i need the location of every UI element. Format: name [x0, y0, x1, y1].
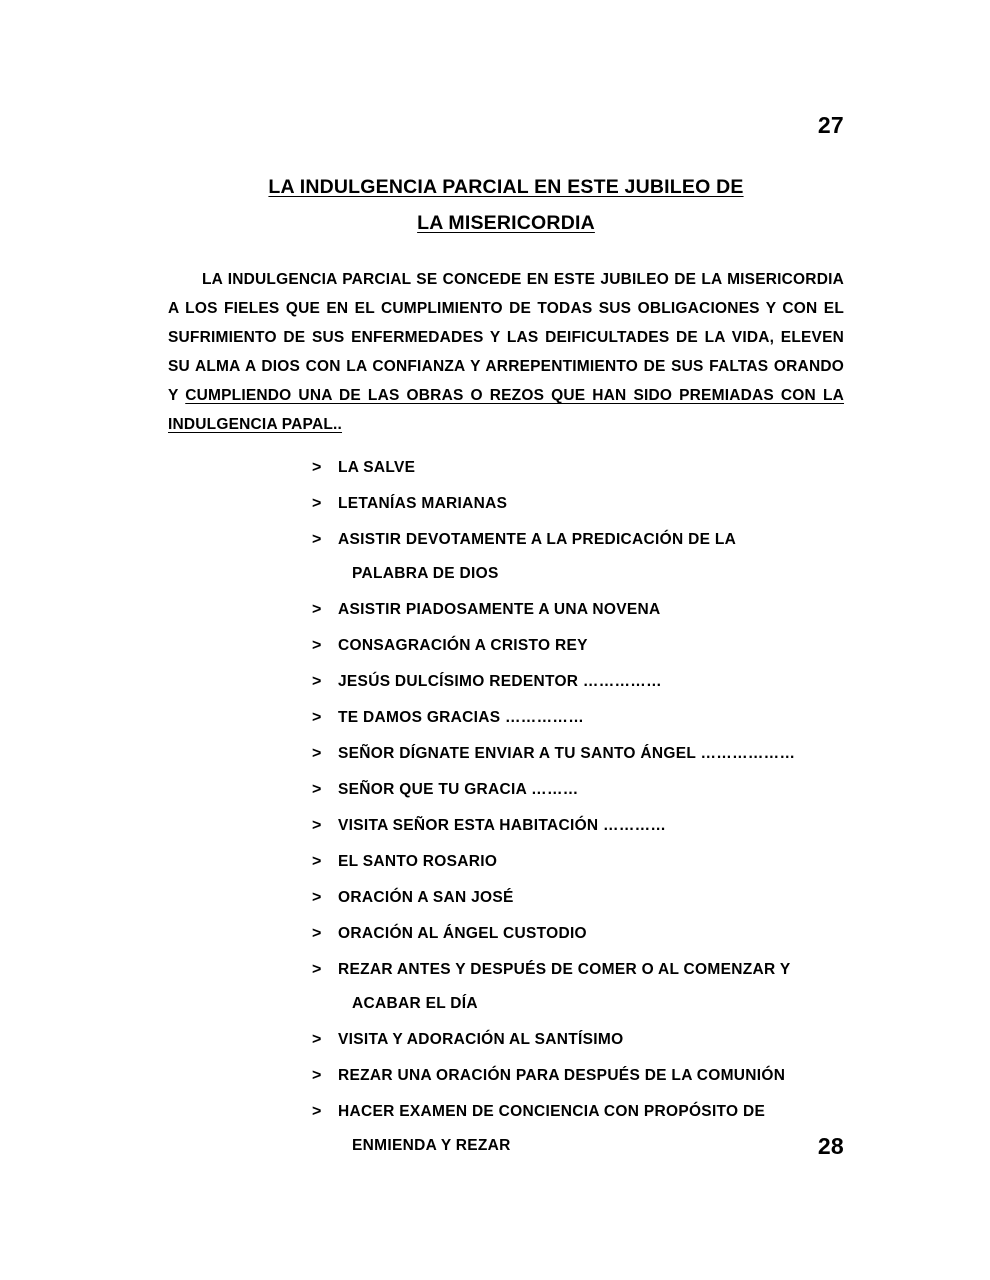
- list-marker-icon: >: [312, 673, 322, 690]
- list-item: [168, 779, 844, 801]
- list-item: [168, 635, 844, 657]
- list-marker-icon: >: [312, 601, 322, 618]
- list-item-text: SEÑOR DÍGNATE ENVIAR A TU SANTO ÁNGEL ………………: [338, 745, 796, 762]
- list-item: [168, 743, 844, 765]
- intro-paragraph: [168, 265, 844, 439]
- list-item-text: EL SANTO ROSARIO: [338, 853, 498, 870]
- list-item-text: [338, 1101, 844, 1157]
- page-title-line-1: LA INDULGENCIA PARCIAL EN ESTE JUBILEO DE: [268, 176, 744, 198]
- paragraph-text-part1: LA INDULGENCIA PARCIAL SE CONCEDE EN ESTE JUBILEO DE LA MISERICORDIA A LOS FIELES QUE EN EL CUMPLIMIENTO DE TODAS SUS OBLIGACIONES Y CON EL SUFRIMIENTO DE SUS ENFERMEDADES Y LAS DEIFICULTADES DE LA VIDA, ELEVEN SU ALMA A DIOS CON LA CONFIANZA Y ARREPENTIMIENTO DE SUS FALTAS ORANDO Y: [168, 271, 844, 404]
- list-item: [168, 887, 844, 909]
- list-marker-icon: >: [312, 1067, 322, 1084]
- list-item: [168, 851, 844, 873]
- list-item: [168, 923, 844, 945]
- list-marker-icon: >: [312, 889, 322, 906]
- list-item: [168, 1065, 844, 1087]
- list-item-text: SEÑOR QUE TU GRACIA ………: [338, 781, 579, 798]
- list-item: [168, 457, 844, 479]
- list-item-line-2: ACABAR EL DÍA: [352, 995, 478, 1012]
- list-marker-icon: >: [312, 781, 322, 798]
- list-item-line-2: ENMIENDA Y REZAR: [352, 1137, 511, 1154]
- indulgence-works-list: [168, 457, 844, 1157]
- list-item: [168, 959, 844, 1015]
- list-item-text: REZAR UNA ORACIÓN PARA DESPUÉS DE LA COMUNIÓN: [338, 1067, 786, 1084]
- list-item-line-1: ASISTIR DEVOTAMENTE A LA PREDICACIÓN DE LA: [338, 531, 737, 548]
- paragraph-text-underlined: CUMPLIENDO UNA DE LAS OBRAS O REZOS QUE HAN SIDO PREMIADAS CON LA INDULGENCIA PAPAL..: [168, 387, 845, 433]
- list-item-text: ORACIÓN AL ÁNGEL CUSTODIO: [338, 925, 587, 942]
- list-item-text: TE DAMOS GRACIAS ……………: [338, 709, 584, 726]
- list-marker-icon: >: [312, 459, 322, 476]
- list-item-line-2: PALABRA DE DIOS: [352, 565, 499, 582]
- list-item: [168, 815, 844, 837]
- list-item-line-1: HACER EXAMEN DE CONCIENCIA CON PROPÓSITO DE: [338, 1103, 766, 1120]
- list-item: [168, 1101, 844, 1157]
- list-item: [168, 671, 844, 693]
- list-item-text: ORACIÓN A SAN JOSÉ: [338, 889, 514, 906]
- list-marker-icon: >: [312, 637, 322, 654]
- list-item-text: VISITA Y ADORACIÓN AL SANTÍSIMO: [338, 1031, 624, 1048]
- list-item: [168, 529, 844, 585]
- list-item-text: CONSAGRACIÓN A CRISTO REY: [338, 637, 588, 654]
- list-marker-icon: >: [312, 1103, 322, 1120]
- list-item-text: LETANÍAS MARIANAS: [338, 495, 508, 512]
- list-item-text: VISITA SEÑOR ESTA HABITACIÓN …………: [338, 817, 667, 834]
- list-item: [168, 1029, 844, 1051]
- list-item-text: [338, 959, 844, 1015]
- list-marker-icon: >: [312, 1031, 322, 1048]
- page-number-top: 27: [817, 112, 844, 138]
- list-item: [168, 599, 844, 621]
- list-item-text: LA SALVE: [338, 459, 416, 476]
- list-marker-icon: >: [312, 495, 322, 512]
- list-marker-icon: >: [312, 853, 322, 870]
- list-marker-icon: >: [312, 709, 322, 726]
- page-title-line-2: LA MISERICORDIA: [417, 212, 595, 234]
- list-item: [168, 707, 844, 729]
- list-item: [168, 493, 844, 515]
- list-item-line-1: REZAR ANTES Y DESPUÉS DE COMER O AL COMENZAR Y: [338, 961, 791, 978]
- page-number-bottom: 28: [817, 1133, 844, 1159]
- list-item-text: ASISTIR PIADOSAMENTE A UNA NOVENA: [338, 601, 661, 618]
- list-marker-icon: >: [312, 817, 322, 834]
- list-item-text: JESÚS DULCÍSIMO REDENTOR ……………: [338, 673, 662, 690]
- page-title: [168, 169, 844, 241]
- list-marker-icon: >: [312, 925, 322, 942]
- list-marker-icon: >: [312, 745, 322, 762]
- list-marker-icon: >: [312, 961, 322, 978]
- list-item-text: [338, 529, 844, 585]
- list-marker-icon: >: [312, 531, 322, 548]
